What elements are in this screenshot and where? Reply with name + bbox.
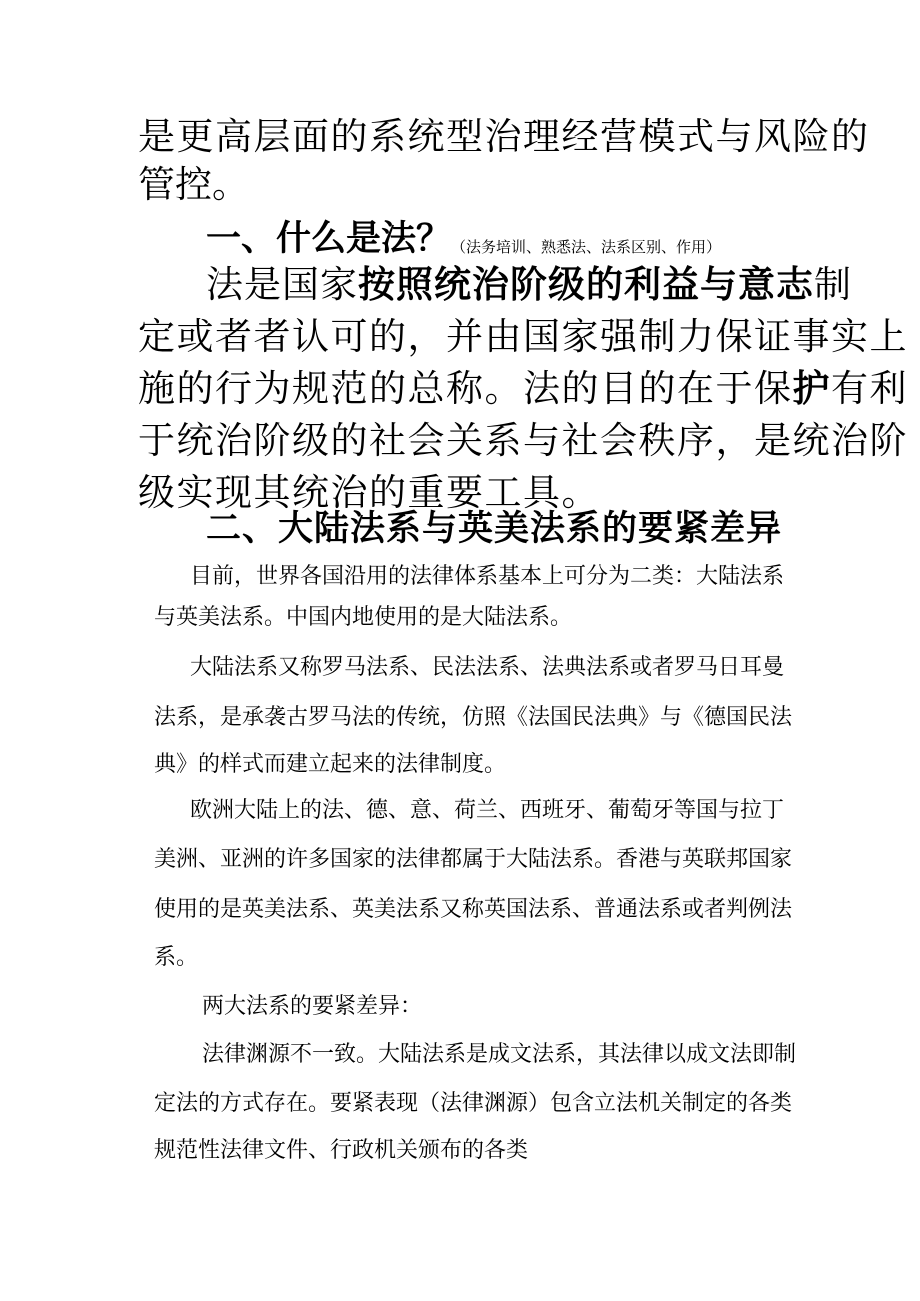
emphasis-run: 护 [792,367,831,410]
intro-line-1: 是更高层面的系统型治理经营模式与风险的 [138,115,870,158]
section-2-p1-line-1: 目前，世界各国沿用的法律体系基本上可分为二类：大陆法系 [190,564,785,589]
section-1-note: （法务培训、熟悉法、法系区别、作用） [451,237,722,256]
section-2-p3-line-1: 欧洲大陆上的法、德、意、荷兰、西班牙、葡萄牙等国与拉丁 [190,798,785,823]
section-1-p1-line-3 [138,367,908,410]
section-1-heading: 一、什么是法？ [206,219,452,259]
text-run: 有利 [831,367,908,410]
text-run: 制 [814,263,852,306]
section-1-p1-line-2: 定或者者认可的，并由国家强制力保证事实上 [138,315,908,358]
section-2-p5-line-3: 规范性法律文件、行政机关颁布的各类 [154,1138,529,1163]
section-1-p1-line-4: 于统治阶级的社会关系与社会秩序，是统治阶 [138,419,908,462]
section-2-p2-line-1: 大陆法系又称罗马法系、民法法系、法典法系或者罗马日耳曼 [190,655,785,680]
section-2-p2-line-2: 法系，是承袭古罗马法的传统，仿照《法国民法典》与《德国民法 [154,705,793,730]
intro-line-2: 管控。 [138,163,249,206]
section-1-heading-row [206,219,722,259]
section-2-p3-line-3: 使用的是英美法系、英美法系又称英国法系、普通法系或者判例法 [154,897,793,922]
section-2-p5-line-1: 法律渊源不一致。大陆法系是成文法系，其法律以成文法即制 [202,1042,797,1067]
section-2-p2-line-3: 典》的样式而建立起来的法律制度。 [154,752,507,777]
section-2-p3-line-4: 系。 [154,945,199,970]
section-1-p1-line-1 [206,263,852,306]
text-run: 法是国家 [206,263,358,306]
section-2-p4-line-1: 两大法系的要紧差异： [202,994,423,1019]
text-run: 施的行为规范的总称。法的目的在于保 [138,367,793,410]
section-2-p3-line-2: 美洲、亚洲的许多国家的法律都属于大陆法系。香港与英联邦国家 [154,847,793,872]
section-1-p1-line-5: 级实现其统治的重要工具。 [138,471,600,514]
emphasis-run: 按照统治阶级的利益与意志 [358,263,814,306]
section-2-p1-line-2: 与英美法系。中国内地使用的是大陆法系。 [154,605,573,630]
section-2-p5-line-2: 定法的方式存在。要紧表现（法律渊源）包含立法机关制定的各类 [154,1091,793,1116]
section-2-heading: 二、大陆法系与英美法系的要紧差异 [206,509,783,549]
